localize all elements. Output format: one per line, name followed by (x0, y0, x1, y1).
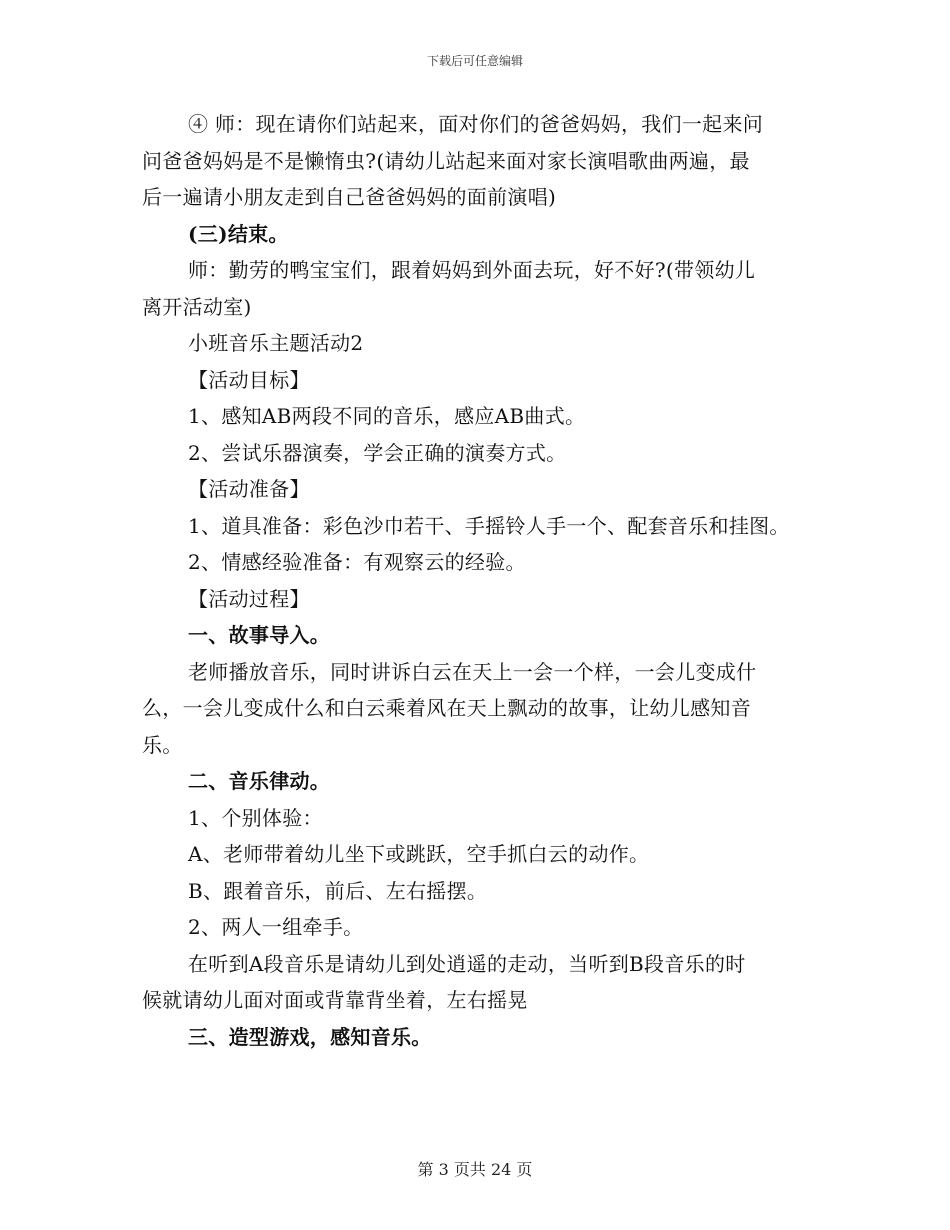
list-item: 1、个别体验： (188, 805, 323, 830)
section-label: 【活动准备】 (188, 477, 310, 501)
section-heading: 二、音乐律动。 (188, 769, 331, 793)
section-heading: 一、故事导入。 (188, 623, 331, 647)
list-item: 2、尝试乐器演奏，学会正确的演奏方式。 (188, 440, 567, 465)
section-label: 【活动过程】 (188, 586, 310, 611)
section-heading: (三)结束。 (188, 221, 289, 246)
paragraph-line: 在听到A段音乐是请幼儿到处逍遥的走动，当听到B段音乐的时 (188, 951, 746, 976)
list-item: 2、两人一组牵手。 (188, 915, 364, 939)
list-item: 1、感知AB两段不同的音乐，感应AB曲式。 (188, 404, 586, 428)
paragraph-line: 老师播放音乐，同时讲诉白云在天上一会一个样，一会儿变成什 (188, 659, 757, 684)
document-body (142, 106, 822, 1055)
section-heading: 三、造型游戏，感知音乐。 (188, 1024, 432, 1049)
paragraph-line: 后一遍请小朋友走到自己爸爸妈妈的面前演唱) (142, 185, 557, 209)
list-item: B、跟着音乐，前后、左右摇摆。 (188, 878, 488, 903)
paragraph-line: ④ 师：现在请你们站起来，面对你们的爸爸妈妈，我们一起来问 (188, 112, 764, 136)
list-item: 1、道具准备：彩色沙巾若干、手摇铃人手一个、配套音乐和挂图。 (188, 513, 790, 538)
paragraph-line: 问爸爸妈妈是不是懒惰虫?(请幼儿站起来面对家长演唱歌曲两遍，最 (142, 148, 750, 173)
paragraph-line: 乐。 (142, 732, 183, 757)
paragraph-line: 离开活动室) (142, 294, 252, 319)
paragraph-line: 么，一会儿变成什么和白云乘着风在天上飘动的故事，让幼儿感知音 (142, 696, 751, 720)
page-header: 下载后可任意编辑 (426, 54, 523, 68)
paragraph-line: 师：勤劳的鸭宝宝们，跟着妈妈到外面去玩，好不好?(带领幼儿 (188, 258, 756, 282)
paragraph-line: 候就请幼儿面对面或背靠背坐着，左右摇晃 (142, 988, 528, 1012)
activity-title: 小班音乐主题活动2 (188, 331, 364, 355)
page-footer: 第 3 页共 24 页 (417, 1160, 533, 1179)
section-label: 【活动目标】 (188, 367, 310, 392)
list-item: A、老师带着幼儿坐下或跳跃，空手抓白云的动作。 (188, 842, 650, 866)
list-item: 2、情感经验准备：有观察云的经验。 (188, 550, 526, 574)
